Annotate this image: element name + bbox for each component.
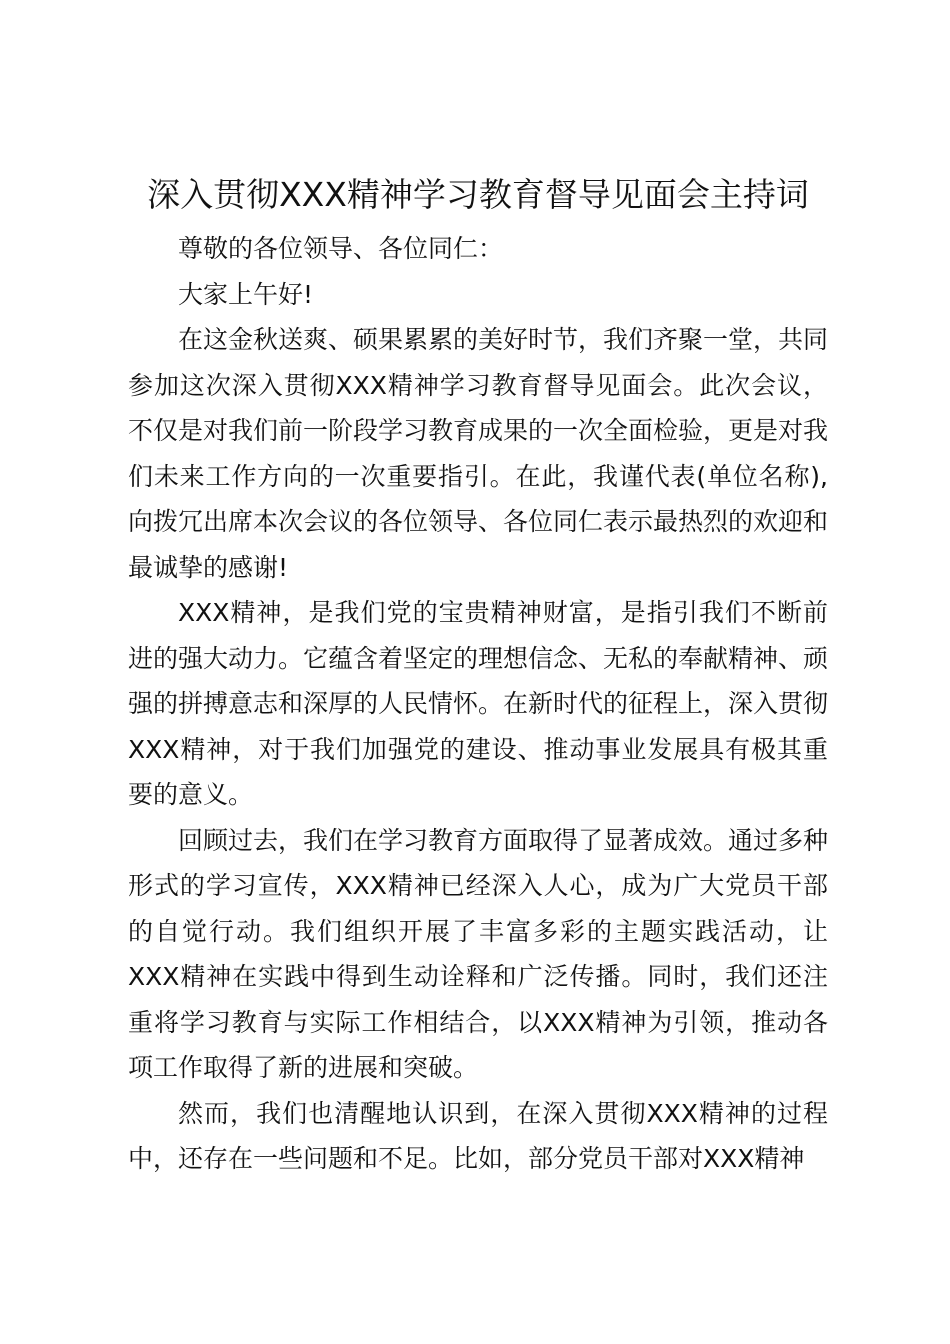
paragraph-4: 然而，我们也清醒地认识到，在深入贯彻XXX精神的过程中，还存在一些问题和不足。比如，部分党员干部对XXX精神 [128, 1098, 828, 1173]
greeting: 大家上午好! [178, 279, 314, 309]
document-title: 深入贯彻XXX精神学习教育督导见面会主持词 [147, 175, 809, 214]
salutation: 尊敬的各位领导、各位同仁： [178, 234, 504, 263]
paragraph-3: 回顾过去，我们在学习教育方面取得了显著成效。通过多种形式的学习宣传，XXX精神已经深入人心，成为广大党员干部的自觉行动。我们组织开展了丰富多彩的主题实践活动，让XXX精神在实践中得到生动诠释和广泛传播。同时，我们还注重将学习教育与实际工作相结合，以XXX精神为引领，推动各项工作取得了新的进展和突破。 [128, 825, 829, 1082]
paragraph-1: 在这金秋送爽、硕果累累的美好时节，我们齐聚一堂，共同参加这次深入贯彻XXX精神学习教育督导见面会。此次会议，不仅是对我们前一阶段学习教育成果的一次全面检验，更是对我们未来工作方向的一次重要指引。在此，我谨代表(单位名称),向拨冗出席本次会议的各位领导、各位同仁表示最热烈的欢迎和最诚挚的感谢! [128, 325, 829, 582]
paragraph-2: XXX精神，是我们党的宝贵精神财富，是指引我们不断前进的强大动力。它蕴含着坚定的理想信念、无私的奉献精神、顽强的拼搏意志和深厚的人民情怀。在新时代的征程上，深入贯彻XXX精神，对于我们加强党的建设、推动事业发展具有极其重要的意义。 [128, 598, 829, 809]
document-page [128, 170, 828, 1182]
